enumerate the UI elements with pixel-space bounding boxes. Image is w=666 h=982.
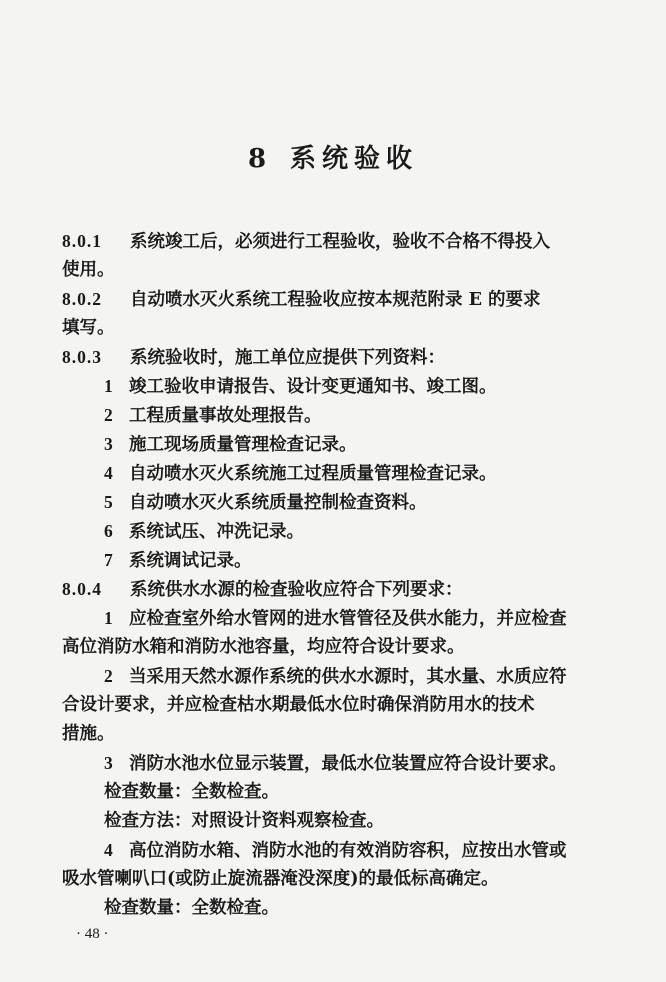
list-item [104, 374, 497, 399]
list-item [104, 606, 567, 631]
clause-8-0-2-line2: 填写。 [62, 318, 115, 338]
item-number: 1 [104, 608, 113, 628]
chapter-title-text: 系统验收 [290, 144, 419, 174]
item-text: 高位消防水箱、消防水池的有效消防容积，应按出水管或 [129, 841, 567, 861]
clause-text: 自动喷水灭火系统工程验收应按本规范附录 E 的要求 [130, 290, 541, 310]
chapter-title [0, 138, 666, 175]
clause-number: 8.0.2 [62, 289, 102, 309]
clause-8-0-1-line1 [62, 229, 550, 254]
inspection-quantity: 检查数量：全数检查。 [104, 782, 279, 802]
clause-8-0-2-line1 [62, 287, 541, 312]
list-item-continuation: 措施。 [62, 724, 115, 744]
item-number: 3 [104, 434, 113, 454]
item-text: 工程质量事故处理报告。 [129, 406, 322, 426]
item-number: 5 [104, 492, 113, 512]
clause-8-0-4-line1 [62, 577, 463, 602]
list-item-continuation: 吸水管喇叭口(或防止旋流器淹没深度)的最低标高确定。 [62, 869, 499, 889]
item-number: 3 [104, 753, 113, 773]
list-item-continuation: 合设计要求，并应检查枯水期最低水位时确保消防用水的技术 [62, 695, 535, 715]
item-text: 施工现场质量管理检查记录。 [129, 435, 357, 455]
inspection-method: 检查方法：对照设计资料观察检查。 [104, 811, 384, 831]
list-item [104, 490, 427, 515]
item-number: 7 [104, 550, 113, 570]
list-item [104, 461, 497, 486]
clause-number: 8.0.4 [62, 579, 102, 599]
list-item-continuation: 高位消防水箱和消防水池容量，均应符合设计要求。 [62, 637, 465, 657]
list-item [104, 519, 304, 544]
inspection-quantity: 检查数量：全数检查。 [104, 898, 279, 918]
item-text: 系统调试记录。 [129, 551, 252, 571]
clause-8-0-3-line1 [62, 345, 445, 370]
page-number: · 48 · [76, 926, 109, 942]
item-text: 竣工验收申请报告、设计变更通知书、竣工图。 [129, 377, 497, 397]
item-text: 应检查室外给水管网的进水管管径及供水能力，并应检查 [129, 609, 567, 629]
list-item [104, 548, 252, 573]
item-text: 当采用天然水源作系统的供水水源时，其水量、水质应符 [129, 667, 567, 687]
item-number: 1 [104, 376, 113, 396]
clause-number: 8.0.1 [62, 231, 102, 251]
item-text: 消防水池水位显示装置，最低水位装置应符合设计要求。 [129, 754, 567, 774]
chapter-number: 8 [247, 144, 273, 174]
item-text: 自动喷水灭火系统质量控制检查资料。 [129, 493, 427, 513]
list-item [104, 838, 567, 863]
list-item [104, 403, 322, 428]
item-text: 系统试压、冲洗记录。 [129, 522, 304, 542]
item-number: 2 [104, 405, 113, 425]
clause-text: 系统竣工后，必须进行工程验收，验收不合格不得投入 [130, 232, 550, 252]
list-item [104, 664, 567, 689]
list-item [104, 751, 567, 776]
item-number: 2 [104, 666, 113, 686]
list-item [104, 432, 357, 457]
item-number: 4 [104, 463, 113, 483]
clause-number: 8.0.3 [62, 347, 102, 367]
item-text: 自动喷水灭火系统施工过程质量管理检查记录。 [129, 464, 497, 484]
item-number: 4 [104, 840, 113, 860]
clause-text: 系统验收时，施工单位应提供下列资料： [130, 348, 445, 368]
item-number: 6 [104, 521, 113, 541]
clause-text: 系统供水水源的检查验收应符合下列要求： [130, 580, 463, 600]
clause-8-0-1-line2: 使用。 [62, 260, 115, 280]
